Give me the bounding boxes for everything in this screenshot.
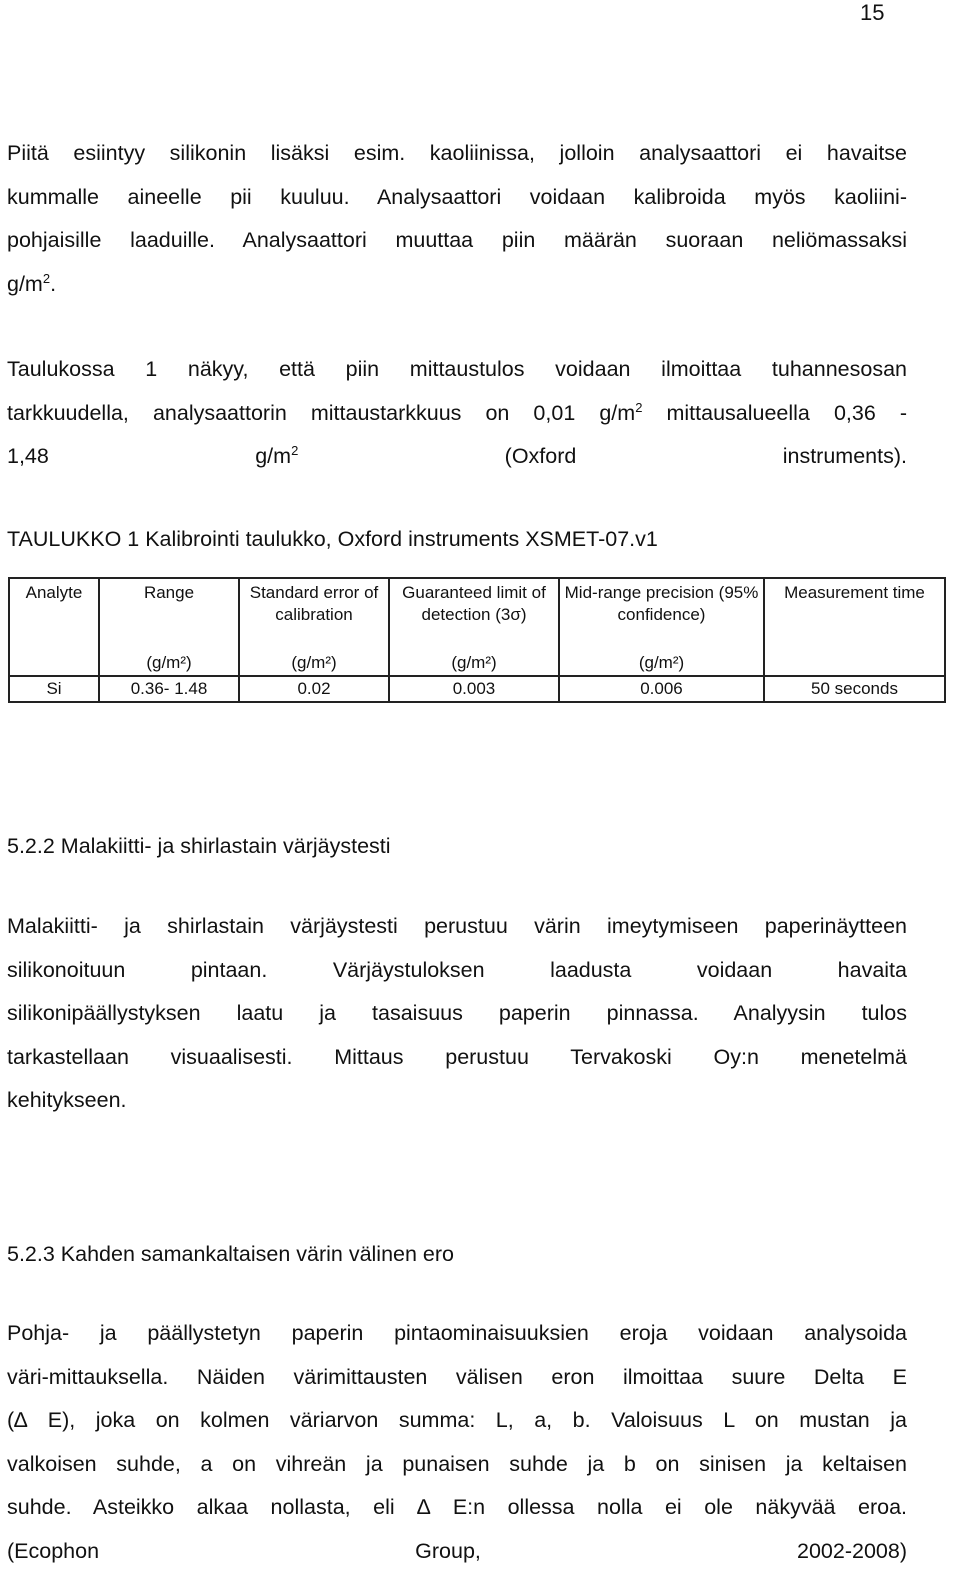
header-label: Standard error of calibration [249, 583, 379, 624]
paragraph-table-intro [7, 348, 907, 479]
header-unit: (g/m²) [291, 653, 337, 672]
header-range [99, 578, 239, 676]
superscript: 2 [635, 399, 643, 415]
text-line: silikonoituun pintaan. Värjäystuloksen laadusta voidaan havaita [7, 957, 907, 982]
header-label: Mid-range precision (95% confidence) [564, 583, 759, 624]
cell-standard-error: 0.02 [239, 676, 389, 702]
text-fragment: (Oxford instruments). [298, 444, 907, 468]
section-heading-523: 5.2.3 Kahden samankaltaisen värin välinen ero [7, 1242, 455, 1266]
table-row [9, 676, 945, 702]
calibration-table [8, 577, 946, 703]
text-line: silikonipäällystyksen laatu ja tasaisuus paperin pinnassa. Analyysin tulos [7, 1001, 907, 1025]
text-line: valkoisen suhde, a on vihreän ja punaisen suhde ja b on sinisen ja keltaisen [7, 1451, 907, 1476]
header-label: Analyte [25, 583, 83, 602]
header-detection-limit [389, 578, 559, 676]
text-line: kummalle aineelle pii kuuluu. Analysaattori voidaan kalibroida myös kaoliini- [7, 184, 907, 209]
paragraph-stain-test [7, 905, 907, 1123]
text-line: pohjaisille laaduille. Analysaattori muuttaa piin määrän suoraan neliömassaksi [7, 228, 907, 252]
text-line: (∆ E), joka on kolmen väriarvon summa: L, a, b. Valoisuus L on mustan ja [7, 1408, 907, 1432]
text-line: Taulukossa 1 näkyy, että piin mittaustulos voidaan ilmoittaa tuhannesosan [7, 357, 907, 381]
table-caption: TAULUKKO 1 Kalibrointi taulukko, Oxford instruments XSMET-07.v1 [7, 527, 658, 551]
paragraph-silicon-kaolin [7, 132, 907, 306]
header-unit: (g/m²) [638, 653, 685, 672]
header-precision [559, 578, 764, 676]
header-label: Guaranteed limit of detection (3σ) [402, 583, 546, 624]
cell-analyte: Si [9, 676, 99, 702]
cell-range: 0.36- 1.48 [99, 676, 239, 702]
text-line: tarkastellaan visuaalisesti. Mittaus perustuu Tervakoski Oy:n menetelmä [7, 1044, 907, 1069]
superscript: 2 [42, 270, 51, 286]
text-line: kehitykseen. [7, 1088, 127, 1112]
cell-detection-limit: 0.003 [389, 676, 559, 702]
cell-measurement-time: 50 seconds [764, 676, 945, 702]
section-heading-522: 5.2.2 Malakiitti- ja shirlastain värjäystesti [7, 834, 391, 858]
text-fragment: . [50, 271, 57, 296]
header-label: Measurement time [784, 583, 925, 602]
text-line: Piitä esiintyy silikonin lisäksi esim. kaoliinissa, jolloin analysaattori ei havaitse [7, 141, 907, 165]
text-fragment: tarkkuudella, analysaattorin mittaustarkkuus on 0,01 g/m [7, 400, 636, 425]
text-line [7, 435, 907, 479]
text-line [7, 392, 907, 436]
table-header-row [9, 578, 945, 676]
paragraph-color-difference [7, 1312, 907, 1573]
header-standard-error [239, 578, 389, 676]
header-analyte [9, 578, 99, 676]
page-number: 15 [860, 0, 885, 25]
header-unit: (g/m²) [146, 653, 192, 672]
text-line [7, 263, 907, 307]
text-line: Malakiitti- ja shirlastain värjäystesti perustuu värin imeytymiseen paperinäytteen [7, 914, 907, 938]
text-line: suhde. Asteikko alkaa nollasta, eli ∆ E:n ollessa nolla ei ole näkyvää eroa. [7, 1495, 907, 1519]
text-fragment: mittausalueella 0,36 - [642, 400, 907, 425]
text-fragment: g/m [7, 271, 43, 296]
header-measurement-time [764, 578, 945, 676]
text-line: väri-mittauksella. Näiden värimittausten välisen eron ilmoittaa suure Delta E [7, 1364, 907, 1389]
cell-precision: 0.006 [559, 676, 764, 702]
superscript: 2 [291, 442, 299, 458]
header-label: Range [143, 583, 195, 602]
text-line: Pohja- ja päällystetyn paperin pintaominaisuuksien eroja voidaan analysoida [7, 1321, 907, 1345]
text-line: (Ecophon Group, 2002-2008) [7, 1538, 907, 1563]
header-unit: (g/m²) [451, 653, 497, 672]
text-fragment: 1,48 g/m [7, 444, 292, 468]
